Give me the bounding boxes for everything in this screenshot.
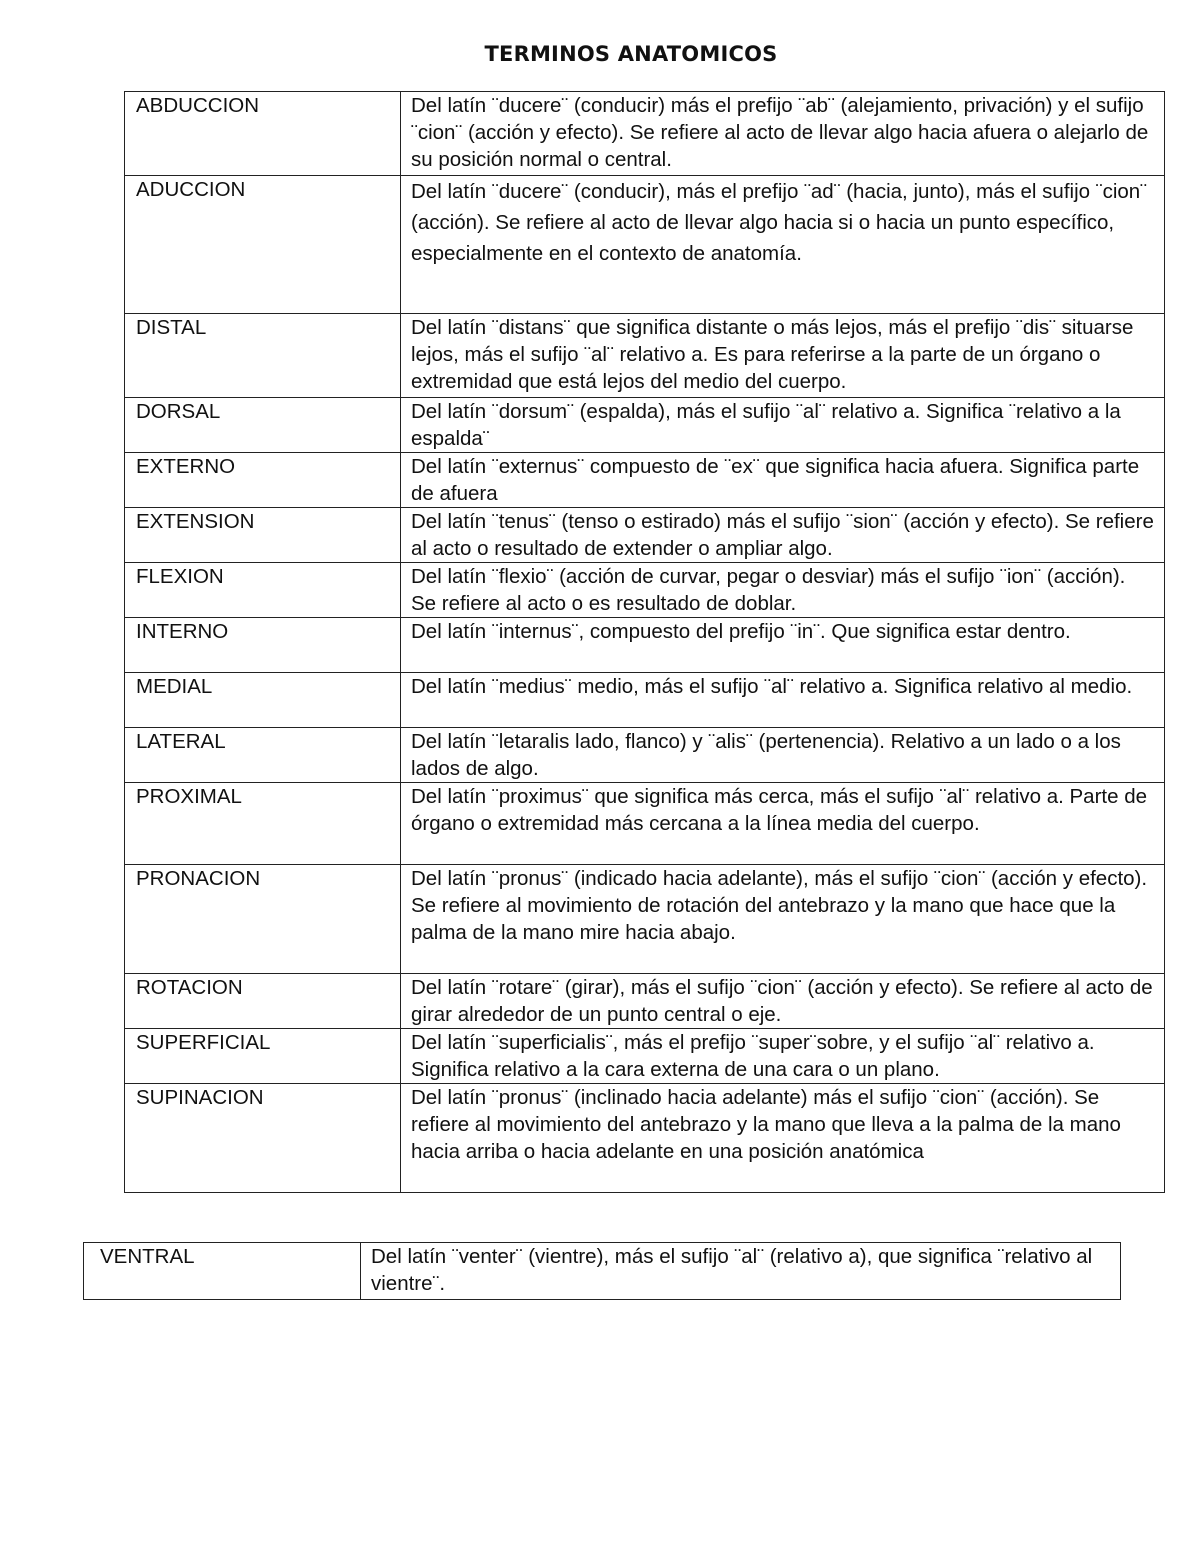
definition-cell: Del latín ¨tenus¨ (tenso o estirado) más el sufijo ¨sion¨ (acción y efecto). Se refiere al acto o resultado de extender o ampliar algo.: [401, 508, 1165, 563]
term-cell: ADUCCION: [125, 176, 401, 314]
term-cell: INTERNO: [125, 618, 401, 673]
definition-cell: Del latín ¨venter¨ (vientre), más el sufijo ¨al¨ (relativo a), que significa ¨relativo al vientre¨.: [361, 1243, 1121, 1300]
definition-cell: Del latín ¨dorsum¨ (espalda), más el sufijo ¨al¨ relativo a. Significa ¨relativo a la espalda¨: [401, 398, 1165, 453]
term-cell: EXTENSION: [125, 508, 401, 563]
term-cell: ABDUCCION: [125, 92, 401, 176]
definition-cell: Del latín ¨ducere¨ (conducir) más el prefijo ¨ab¨ (alejamiento, privación) y el sufijo ¨cion¨ (acción y efecto). Se refiere al acto de llevar algo hacia afuera o alejarlo de su posición normal o central.: [401, 92, 1165, 176]
table-row: [125, 508, 1165, 563]
table-row: [125, 453, 1165, 508]
definition-cell: Del latín ¨pronus¨ (inclinado hacia adelante) más el sufijo ¨cion¨ (acción). Se refiere al movimiento del antebrazo y la mano que lleva a la palma de la mano hacia arriba o hacia adelante en una posición anatómica: [401, 1084, 1165, 1193]
term-cell: PRONACION: [125, 865, 401, 974]
table-row: [125, 314, 1165, 398]
ventral-table: [83, 1242, 1121, 1300]
table-row: [125, 176, 1165, 314]
term-cell: DISTAL: [125, 314, 401, 398]
definition-cell: Del latín ¨proximus¨ que significa más cerca, más el sufijo ¨al¨ relativo a. Parte de órgano o extremidad más cercana a la línea media del cuerpo.: [401, 783, 1165, 865]
definition-cell: Del latín ¨internus¨, compuesto del prefijo ¨in¨. Que significa estar dentro.: [401, 618, 1165, 673]
table-row: [125, 865, 1165, 974]
table-row: [125, 618, 1165, 673]
terms-table: [124, 91, 1165, 1193]
term-cell: MEDIAL: [125, 673, 401, 728]
table-row: [125, 563, 1165, 618]
definition-cell: Del latín ¨letaralis lado, flanco) y ¨alis¨ (pertenencia). Relativo a un lado o a los lados de algo.: [401, 728, 1165, 783]
table-row: [125, 974, 1165, 1029]
term-cell: DORSAL: [125, 398, 401, 453]
term-cell: LATERAL: [125, 728, 401, 783]
term-cell: SUPERFICIAL: [125, 1029, 401, 1084]
definition-cell: Del latín ¨externus¨ compuesto de ¨ex¨ que significa hacia afuera. Significa parte de afuera: [401, 453, 1165, 508]
definition-cell: Del latín ¨medius¨ medio, más el sufijo ¨al¨ relativo a. Significa relativo al medio.: [401, 673, 1165, 728]
table-row: [84, 1243, 1121, 1300]
term-cell: VENTRAL: [84, 1243, 361, 1300]
definition-cell: Del latín ¨pronus¨ (indicado hacia adelante), más el sufijo ¨cion¨ (acción y efecto). Se refiere al movimiento de rotación del antebrazo y la mano que hace que la palma de la mano mire hacia abajo.: [401, 865, 1165, 974]
definition-cell: Del latín ¨ducere¨ (conducir), más el prefijo ¨ad¨ (hacia, junto), más el sufijo ¨cion¨ (acción). Se refiere al acto de llevar algo hacia si o hacia un punto específico, especialmente en el contexto de anatomía.: [401, 176, 1165, 314]
page-title: TERMINOS ANATOMICOS: [484, 42, 778, 66]
term-cell: SUPINACION: [125, 1084, 401, 1193]
table-row: [125, 1084, 1165, 1193]
definition-cell: Del latín ¨distans¨ que significa distante o más lejos, más el prefijo ¨dis¨ situarse lejos, más el sufijo ¨al¨ relativo a. Es para referirse a la parte de un órgano o extremidad que está lejos del medio del cuerpo.: [401, 314, 1165, 398]
table-row: [125, 1029, 1165, 1084]
definition-cell: Del latín ¨superficialis¨, más el prefijo ¨super¨sobre, y el sufijo ¨al¨ relativo a. Significa relativo a la cara externa de una cara o un plano.: [401, 1029, 1165, 1084]
term-cell: FLEXION: [125, 563, 401, 618]
definition-cell: Del latín ¨rotare¨ (girar), más el sufijo ¨cion¨ (acción y efecto). Se refiere al acto de girar alrededor de un punto central o eje.: [401, 974, 1165, 1029]
table-row: [125, 398, 1165, 453]
term-cell: ROTACION: [125, 974, 401, 1029]
table-row: [125, 92, 1165, 176]
definition-cell: Del latín ¨flexio¨ (acción de curvar, pegar o desviar) más el sufijo ¨ion¨ (acción). Se refiere al acto o es resultado de doblar.: [401, 563, 1165, 618]
table-row: [125, 673, 1165, 728]
table-row: [125, 728, 1165, 783]
table-row: [125, 783, 1165, 865]
term-cell: PROXIMAL: [125, 783, 401, 865]
term-cell: EXTERNO: [125, 453, 401, 508]
